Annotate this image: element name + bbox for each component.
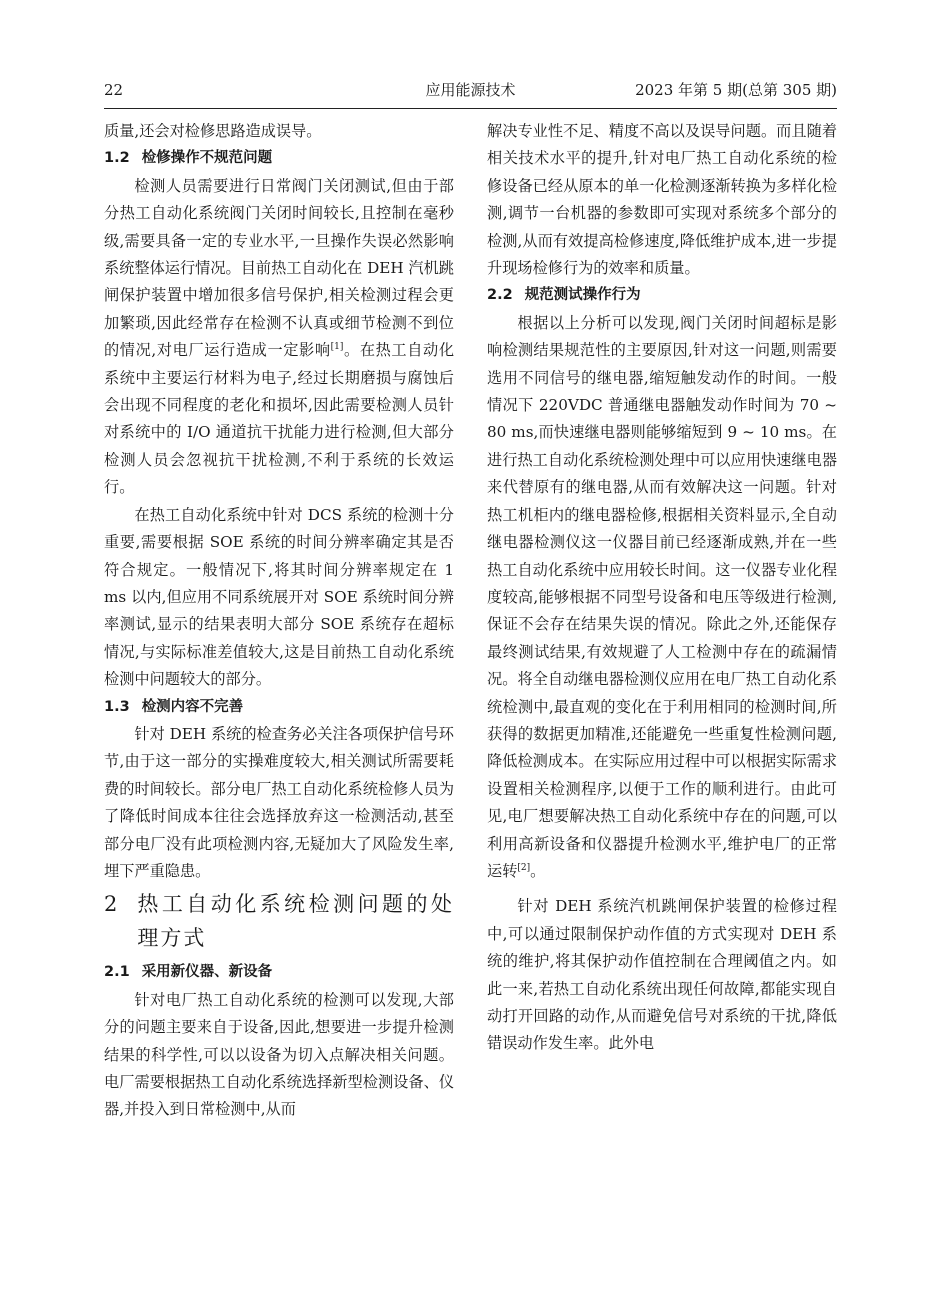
paragraph-text: 检测人员需要进行日常阀门关闭测试,但由于部分热工自动化系统阀门关闭时间较长,且控制在毫秒级,需要具备一定的专业水平,一旦操作失误必然影响系统整体运行情况。目前热工自动化在 DEH 汽机跳闸保护装置中增加很多信号保护,相关检测过程会更加繁琐,因此经常存在检测不认真或细节检测不到位的情况,对电厂运行造成一定影响 [104, 176, 454, 360]
paragraph: 在热工自动化系统中针对 DCS 系统的检测十分重要,需要根据 SOE 系统的时间分辨率确定其是否符合规定。一般情况下,将其时间分辨率规定在 1 ms 以内,但应用不同系统展开对 SOE 系统时间分辨率测试,显示的结果表明大部分 SOE 系统存在超标情况,与实际标准差值较大,这是目前热工自动化系统检测中问题较大的部分。 [104, 505, 454, 689]
running-header [104, 80, 837, 104]
paragraph-text: 。在热工自动化系统中主要运行材料为电子,经过长期磨损与腐蚀后会出现不同程度的老化和损坏,因此需要检测人员针对系统中的 I/O 通道抗干扰能力进行检测,但大部分检测人员会忽视抗干扰检测,不利于系统的长效运行。 [104, 341, 455, 497]
header-rule [104, 108, 837, 109]
chapter-heading-2 [104, 887, 454, 955]
section-title: 检修操作不规范问题 [141, 150, 273, 167]
section-number: 1.3 [104, 698, 130, 715]
section-title: 采用新仪器、新设备 [141, 964, 273, 981]
citation: [1] [330, 342, 344, 353]
paragraph-text: 根据以上分析可以发现,阀门关闭时间超标是影响检测结果规范性的主要原因,针对这一问题,则需要选用不同信号的继电器,缩短触发动作的时间。一般情况下 220VDC 普通继电器触发动作时间为 70 ~ 80 ms,而快速继电器则能够缩短到 9 ~ 10 ms。在进行热工自动化系统检测处理中可以应用快速继电器来代替原有的继电器,从而有效解决这一问题。针对热工机柜内的继电器检修,根据相关资料显示,全自动继电器检测仪这一仪器目前已经逐渐成熟,并在一些热工自动化系统中应用较长时间。这一仪器专业化程度较高,能够根据不同型号设备和电压等级进行检测,保证不会存在结果失误的情况。除此之外,还能保存最终测试结果,有效规避了人工检测中存在的疏漏情况。将全自动继电器检测仪应用在电厂热工自动化系统检测中,最直观的变化在于利用相同的检测时间,所获得的数据更加精准,还能避免一些重复性检测问题,降低检测成本。在实际应用过程中可以根据实际需求设置相关检测程序,以便于工作的顺利进行。由此可见,电厂想要解决热工自动化系统中存在的问题,可以利用高新设备和仪器提升检测水平,维护电厂的正常运转 [487, 313, 837, 880]
section-title: 规范测试操作行为 [524, 287, 641, 304]
section-heading-1-2 [104, 145, 454, 172]
paragraph: 质量,还会对检修思路造成误导。 [104, 122, 322, 140]
section-heading-2-2 [487, 282, 837, 309]
section-heading-1-3 [104, 694, 454, 721]
page-number: 22 [104, 81, 124, 99]
paragraph: 针对 DEH 系统的检查务必关注各项保护信号环节,由于这一部分的实操难度较大,相关测试所需要耗费的时间较长。部分电厂热工自动化系统检修人员为了降低时间成本往往会选择放弃这一检测活动,甚至部分电厂没有此项检测内容,无疑加大了风险发生率,埋下严重隐患。 [104, 724, 454, 880]
chapter-title: 热工自动化系统检测问题的处理方式 [137, 892, 454, 951]
paragraph: 针对 DEH 系统汽机跳闸保护装置的检修过程中,可以通过限制保护动作值的方式实现对 DEH 系统的维护,将其保护动作值控制在合理阈值之内。如此一来,若热工自动化系统出现任何故障,都能实现自动打开回路的动作,从而避免信号对系统的干扰,降低错误动作发生率。此外电 [487, 897, 837, 1053]
left-column [104, 118, 454, 1124]
paragraph [487, 310, 837, 886]
issue-info: 2023 年第 5 期(总第 305 期) [635, 81, 837, 99]
section-number: 1.2 [104, 150, 130, 167]
section-title: 检测内容不完善 [141, 698, 244, 715]
chapter-number: 2 [104, 892, 120, 917]
paragraph [104, 173, 454, 502]
paragraph: 解决专业性不足、精度不高以及误导问题。而且随着相关技术水平的提升,针对电厂热工自动化系统的检修设备已经从原本的单一化检测逐渐转换为多样化检测,调节一台机器的参数即可实现对系统多个部分的检测,从而有效提高检修速度,降低维护成本,进一步提升现场检修行为的效率和质量。 [487, 122, 837, 278]
section-number: 2.1 [104, 964, 130, 981]
section-heading-2-1 [104, 959, 454, 986]
journal-title: 应用能源技术 [425, 81, 516, 99]
paragraph-text: 。 [530, 861, 546, 880]
right-column [487, 118, 837, 1058]
citation: [2] [517, 862, 531, 873]
paragraph: 针对电厂热工自动化系统的检测可以发现,大部分的问题主要来自于设备,因此,想要进一步提升检测结果的科学性,可以以设备为切入点解决相关问题。电厂需要根据热工自动化系统选择新型检测设备、仪器,并投入到日常检测中,从而 [104, 990, 454, 1119]
section-number: 2.2 [487, 287, 513, 304]
